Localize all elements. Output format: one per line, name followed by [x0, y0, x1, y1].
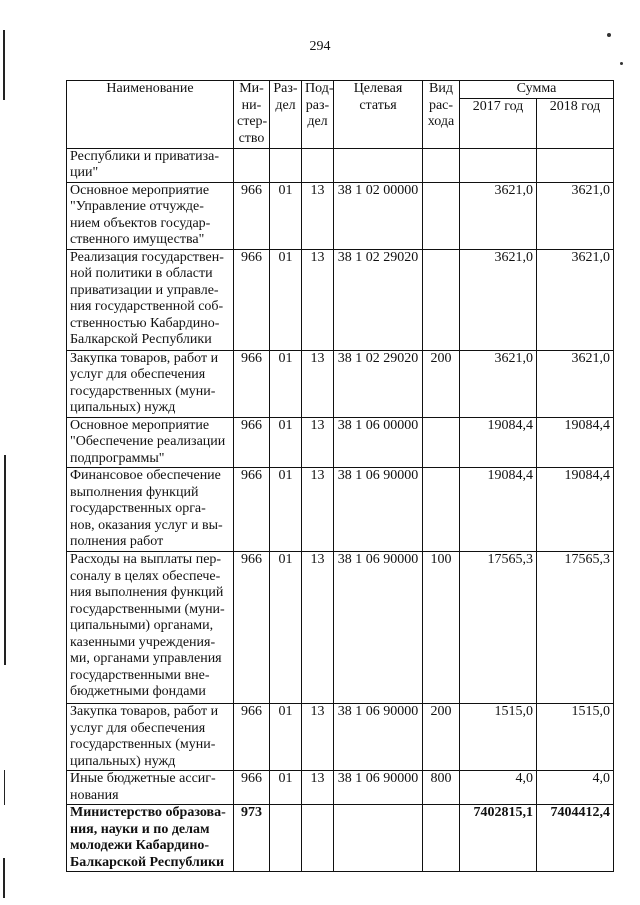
- scan-edge-mark-bottom: [3, 858, 5, 898]
- header-name: Наименование: [67, 81, 234, 149]
- cell-sum-2017: 3621,0: [460, 182, 537, 249]
- cell-sum-2018: 19084,4: [537, 468, 614, 552]
- cell-expense-type: [423, 249, 460, 350]
- cell-sum-2017: 1515,0: [460, 704, 537, 771]
- cell-sum-2018: [537, 148, 614, 182]
- cell-name: Финансовое обеспечение выполнения функций государственных орга-нов, оказания услуг и вы-полнения работ: [67, 468, 234, 552]
- cell-target: 38 1 06 90000: [334, 468, 423, 552]
- cell-target: [334, 805, 423, 872]
- scan-edge-mark-middle: [4, 455, 6, 665]
- cell-sum-2018: 3621,0: [537, 182, 614, 249]
- table-row: [67, 805, 614, 872]
- header-sum: Сумма: [460, 81, 614, 99]
- scan-edge-mark-lower: [4, 770, 5, 805]
- cell-subsection: [302, 805, 334, 872]
- header-expense-type: Вид рас-хода: [423, 81, 460, 149]
- cell-section: 01: [270, 182, 302, 249]
- cell-expense-type: [423, 182, 460, 249]
- cell-subsection: 13: [302, 249, 334, 350]
- table-row: [67, 704, 614, 771]
- cell-expense-type: 800: [423, 771, 460, 805]
- cell-subsection: [302, 148, 334, 182]
- cell-sum-2018: 3621,0: [537, 350, 614, 417]
- cell-ministry: 966: [234, 468, 270, 552]
- cell-section: 01: [270, 771, 302, 805]
- page-number: 294: [309, 39, 331, 54]
- cell-name: Основное мероприятие "Управление отчужде-нием объектов государ-ственного имущества": [67, 182, 234, 249]
- table-row: [67, 771, 614, 805]
- cell-section: 01: [270, 249, 302, 350]
- cell-section: 01: [270, 468, 302, 552]
- cell-section: [270, 805, 302, 872]
- cell-ministry: 966: [234, 552, 270, 704]
- cell-name: Республики и приватиза-ции": [67, 148, 234, 182]
- cell-ministry: 973: [234, 805, 270, 872]
- header-ministry: Ми-ни-стер-ство: [234, 81, 270, 149]
- table-row: [67, 182, 614, 249]
- table-row: [67, 148, 614, 182]
- header-section: Раз-дел: [270, 81, 302, 149]
- table-body: [67, 148, 614, 872]
- cell-sum-2017: 3621,0: [460, 249, 537, 350]
- header-year-2018: 2018 год: [537, 98, 614, 148]
- cell-name: Основное мероприятие "Обеспечение реализации подпрограммы": [67, 417, 234, 468]
- cell-sum-2017: 3621,0: [460, 350, 537, 417]
- header-target: Целевая статья: [334, 81, 423, 149]
- cell-sum-2017: 17565,3: [460, 552, 537, 704]
- table-row: [67, 350, 614, 417]
- cell-subsection: 13: [302, 350, 334, 417]
- cell-sum-2017: 19084,4: [460, 468, 537, 552]
- cell-target: 38 1 06 00000: [334, 417, 423, 468]
- scan-speck: [620, 62, 623, 65]
- cell-expense-type: [423, 468, 460, 552]
- cell-section: 01: [270, 552, 302, 704]
- cell-subsection: 13: [302, 182, 334, 249]
- cell-section: [270, 148, 302, 182]
- cell-name: Расходы на выплаты пер-соналу в целях обеспече-ния выполнения функций государственными (муни-ципальными) органами, казенными учреждения-ми, органами управления государственными вне-бюджетными фондами: [67, 552, 234, 704]
- cell-section: 01: [270, 417, 302, 468]
- cell-target: [334, 148, 423, 182]
- budget-table: [66, 80, 614, 872]
- cell-name: Закупка товаров, работ и услуг для обеспечения государственных (муни-ципальных) нужд: [67, 704, 234, 771]
- cell-ministry: 966: [234, 182, 270, 249]
- cell-expense-type: [423, 148, 460, 182]
- cell-target: 38 1 02 00000: [334, 182, 423, 249]
- cell-sum-2018: 4,0: [537, 771, 614, 805]
- scan-speck: [607, 33, 611, 37]
- cell-target: 38 1 06 90000: [334, 552, 423, 704]
- cell-target: 38 1 02 29020: [334, 249, 423, 350]
- cell-expense-type: 100: [423, 552, 460, 704]
- cell-subsection: 13: [302, 468, 334, 552]
- cell-subsection: 13: [302, 552, 334, 704]
- cell-expense-type: 200: [423, 350, 460, 417]
- cell-ministry: [234, 148, 270, 182]
- cell-ministry: 966: [234, 417, 270, 468]
- cell-ministry: 966: [234, 350, 270, 417]
- cell-name: Реализация государствен-ной политики в области приватизации и управле-ния государственной соб-ственностью Кабардино-Балкарской Республики: [67, 249, 234, 350]
- cell-sum-2017: 7402815,1: [460, 805, 537, 872]
- cell-target: 38 1 06 90000: [334, 771, 423, 805]
- cell-sum-2018: 19084,4: [537, 417, 614, 468]
- cell-expense-type: 200: [423, 704, 460, 771]
- header-subsection: Под-раз-дел: [302, 81, 334, 149]
- header-year-2017: 2017 год: [460, 98, 537, 148]
- table-row: [67, 552, 614, 704]
- cell-expense-type: [423, 805, 460, 872]
- cell-target: 38 1 06 90000: [334, 704, 423, 771]
- cell-name: Министерство образова-ния, науки и по делам молодежи Кабардино-Балкарской Республики: [67, 805, 234, 872]
- cell-sum-2017: 4,0: [460, 771, 537, 805]
- cell-subsection: 13: [302, 704, 334, 771]
- cell-ministry: 966: [234, 249, 270, 350]
- cell-ministry: 966: [234, 771, 270, 805]
- cell-subsection: 13: [302, 771, 334, 805]
- cell-section: 01: [270, 704, 302, 771]
- cell-expense-type: [423, 417, 460, 468]
- cell-sum-2018: 17565,3: [537, 552, 614, 704]
- cell-sum-2018: 1515,0: [537, 704, 614, 771]
- cell-target: 38 1 02 29020: [334, 350, 423, 417]
- cell-sum-2017: [460, 148, 537, 182]
- cell-section: 01: [270, 350, 302, 417]
- table-row: [67, 468, 614, 552]
- cell-name: Иные бюджетные ассиг-нования: [67, 771, 234, 805]
- cell-sum-2018: 7404412,4: [537, 805, 614, 872]
- table-row: [67, 417, 614, 468]
- cell-subsection: 13: [302, 417, 334, 468]
- cell-name: Закупка товаров, работ и услуг для обеспечения государственных (муни-ципальных) нужд: [67, 350, 234, 417]
- cell-sum-2017: 19084,4: [460, 417, 537, 468]
- cell-sum-2018: 3621,0: [537, 249, 614, 350]
- table-row: [67, 249, 614, 350]
- cell-ministry: 966: [234, 704, 270, 771]
